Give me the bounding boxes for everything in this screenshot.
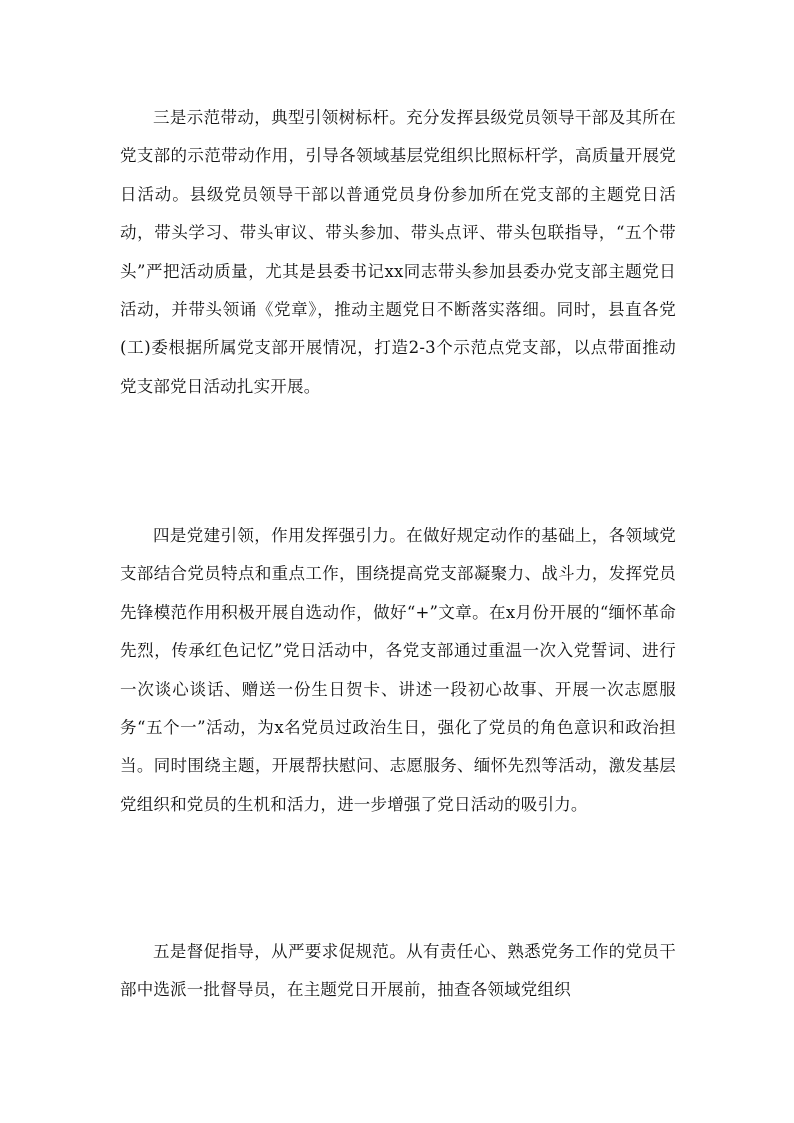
paragraph-supervision: 五是督促指导，从严要求促规范。从有责任心、熟悉党务工作的党员干部中选派一批督导员，在主题党日开展前，抽查各领域党组织	[120, 942, 676, 1000]
paragraph-demonstration: 三是示范带动，典型引领树标杆。充分发挥县级党员领导干部及其所在党支部的示范带动作用，引导各领域基层党组织比照标杆学，高质量开展党日活动。县级党员领导干部以普通党员身份参加所在党支部的主题党日活动，带头学习、带头审议、带头参加、带头点评、带头包联指导，“五个带头”严把活动质量，尤其是县委书记xx同志带头参加县委办党支部主题党日活动，并带头领诵《党章》，推动主题党日不断落实落细。同时，县直各党(工)委根据所属党支部开展情况，打造2-3个示范点党支部，以点带面推动党支部党日活动扎实开展。	[120, 108, 676, 396]
paragraph-party-building: 四是党建引领，作用发挥强引力。在做好规定动作的基础上，各领域党支部结合党员特点和重点工作，围绕提高党支部凝聚力、战斗力，发挥党员先锋模范作用积极开展自选动作，做好“+”文章。在x月份开展的“缅怀革命先烈，传承红色记忆”党日活动中，各党支部通过重温一次入党誓词、进行一次谈心谈话、赠送一份生日贺卡、讲述一段初心故事、开展一次志愿服务“五个一”活动，为x名党员过政治生日，强化了党员的角色意识和政治担当。同时围绕主题，开展帮扶慰问、志愿服务、缅怀先烈等活动，激发基层党组织和党员的生机和活力，进一步增强了党日活动的吸引力。	[120, 526, 676, 814]
